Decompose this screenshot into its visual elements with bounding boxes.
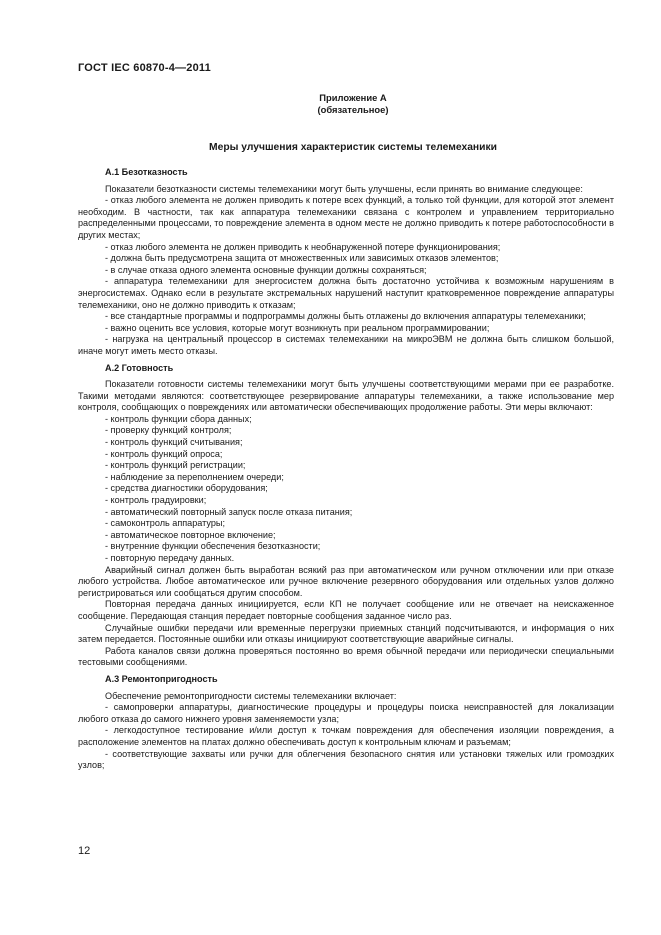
list-item: - все стандартные программы и подпрограммы должны быть отлажены до включения аппаратуры телемеханики;	[105, 311, 586, 322]
list-item: - внутренние функции обеспечения безотказности;	[105, 541, 321, 552]
section-heading: А.3 Ремонтопригодность	[105, 673, 218, 684]
section-heading: А.1 Безотказность	[105, 167, 188, 177]
paragraph: Повторная передача данных инициируется, если КП не получает сообщение или не отвечает на неискаженное сообщение. Передающая станция передает повторные сообщения заданное число раз.	[78, 599, 614, 621]
list-item: - наблюдение за переполнением очереди;	[105, 471, 284, 482]
list-item: - нагрузка на центральный процессор в системах телемеханики на микроЭВМ не должна быть слишком большой, иначе могут иметь место отказы.	[78, 334, 614, 356]
paragraph: Случайные ошибки передачи или временные перегрузки приемных станций подсчитываются, и информация о них затем передается. Постоянные ошибки или отказы инициируют соответствующие аварийные сигналы.	[78, 622, 614, 645]
list-item: - должна быть предусмотрена защита от множественных или зависимых отказов элементов;	[105, 253, 499, 264]
appendix-title: Приложение А	[319, 92, 387, 103]
list-item: - контроль функций опроса;	[105, 448, 223, 459]
list-item: - автоматическое повторное включение;	[105, 529, 276, 540]
list-item: - соответствующие захваты или ручки для облегчения безопасного снятия или установки тяжелых или громоздких узлов;	[78, 748, 614, 771]
paragraph: Показатели готовности системы телемеханики могут быть улучшены соответствующими мерами при ее разработке. Такими методами являются: соответствующее резервирование аппаратуры телемеханики, а также использование мер контроля, сообщающих о повреждениях или автоматически обеспечивающих продолжение работы. Эти меры включают:	[78, 379, 614, 413]
list-item: - важно оценить все условия, которые могут возникнуть при реальном программировании;	[105, 322, 490, 333]
list-item: - аппаратура телемеханики для энергосистем должна быть достаточно устойчива к возможным нарушениям в энергосистемах. Однако если в результате экстремальных нарушений наступит кратковременное повреждение аппаратуры телемеханики, оно не должно приводить к отказам;	[78, 276, 614, 310]
list-item: - проверку функций контроля;	[105, 425, 232, 436]
list-item: - контроль градуировки;	[105, 495, 207, 506]
document-header: ГОСТ IEC 60870-4—2011	[78, 62, 211, 74]
section-heading: А.2 Готовность	[105, 362, 174, 373]
list-item: - самопроверки аппаратуры, диагностические процедуры и процедуры поиска неисправностей для локализации любого отказа до самого нижнего уровня заменяемости узла;	[78, 702, 614, 724]
list-item: - контроль функции сбора данных;	[105, 413, 252, 424]
document-body	[78, 167, 614, 772]
list-item: - отказ любого элемента не должен приводить к потере всех функций, а только той функции, для которой этот элемент необходим. В частности, так как аппаратура телемеханики связана с контролем и управлением территориально распределенными процессами, то повреждение элемента в одном месте не должно приводить к потере работоспособности в других местах;	[78, 195, 614, 240]
paragraph: Обеспечение ремонтопригодности системы телемеханики включает:	[105, 690, 397, 701]
list-item: - отказ любого элемента не должен приводить к необнаруженной потере функционирования;	[105, 241, 501, 252]
paragraph: Аварийный сигнал должен быть выработан всякий раз при автоматическом или ручном отключении или при отказе любого устройства. Любое автоматическое или ручное включение резервного оборудования или отдельных узлов должно регистрироваться или сообщаться другим способом.	[78, 564, 614, 598]
list-item: - легкодоступное тестирование и/или доступ к точкам повреждения для обеспечения изоляции повреждения, а расположение элементов на платах должно обеспечивать доступ к контрольным ключам и разъемам;	[78, 725, 614, 747]
appendix-subtitle: (обязательное)	[317, 104, 389, 115]
list-item: - повторную передачу данных.	[105, 553, 235, 563]
main-title: Меры улучшения характеристик системы телемеханики	[209, 142, 497, 153]
list-item: - контроль функций считывания;	[105, 437, 243, 448]
page-number: 12	[78, 845, 91, 857]
paragraph: Показатели безотказности системы телемеханики могут быть улучшены, если принять во внимание следующее:	[105, 183, 583, 194]
paragraph: Работа каналов связи должна проверяться постоянно во время обычной передачи или периодически специальными тестовыми сообщениями.	[78, 645, 614, 668]
list-item: - автоматический повторный запуск после отказа питания;	[105, 506, 353, 517]
list-item: - средства диагностики оборудования;	[105, 483, 268, 494]
list-item: - контроль функций регистрации;	[105, 460, 246, 471]
list-item: - самоконтроль аппаратуры;	[105, 518, 225, 529]
list-item: - в случае отказа одного элемента основные функции должны сохраняться;	[105, 264, 427, 275]
